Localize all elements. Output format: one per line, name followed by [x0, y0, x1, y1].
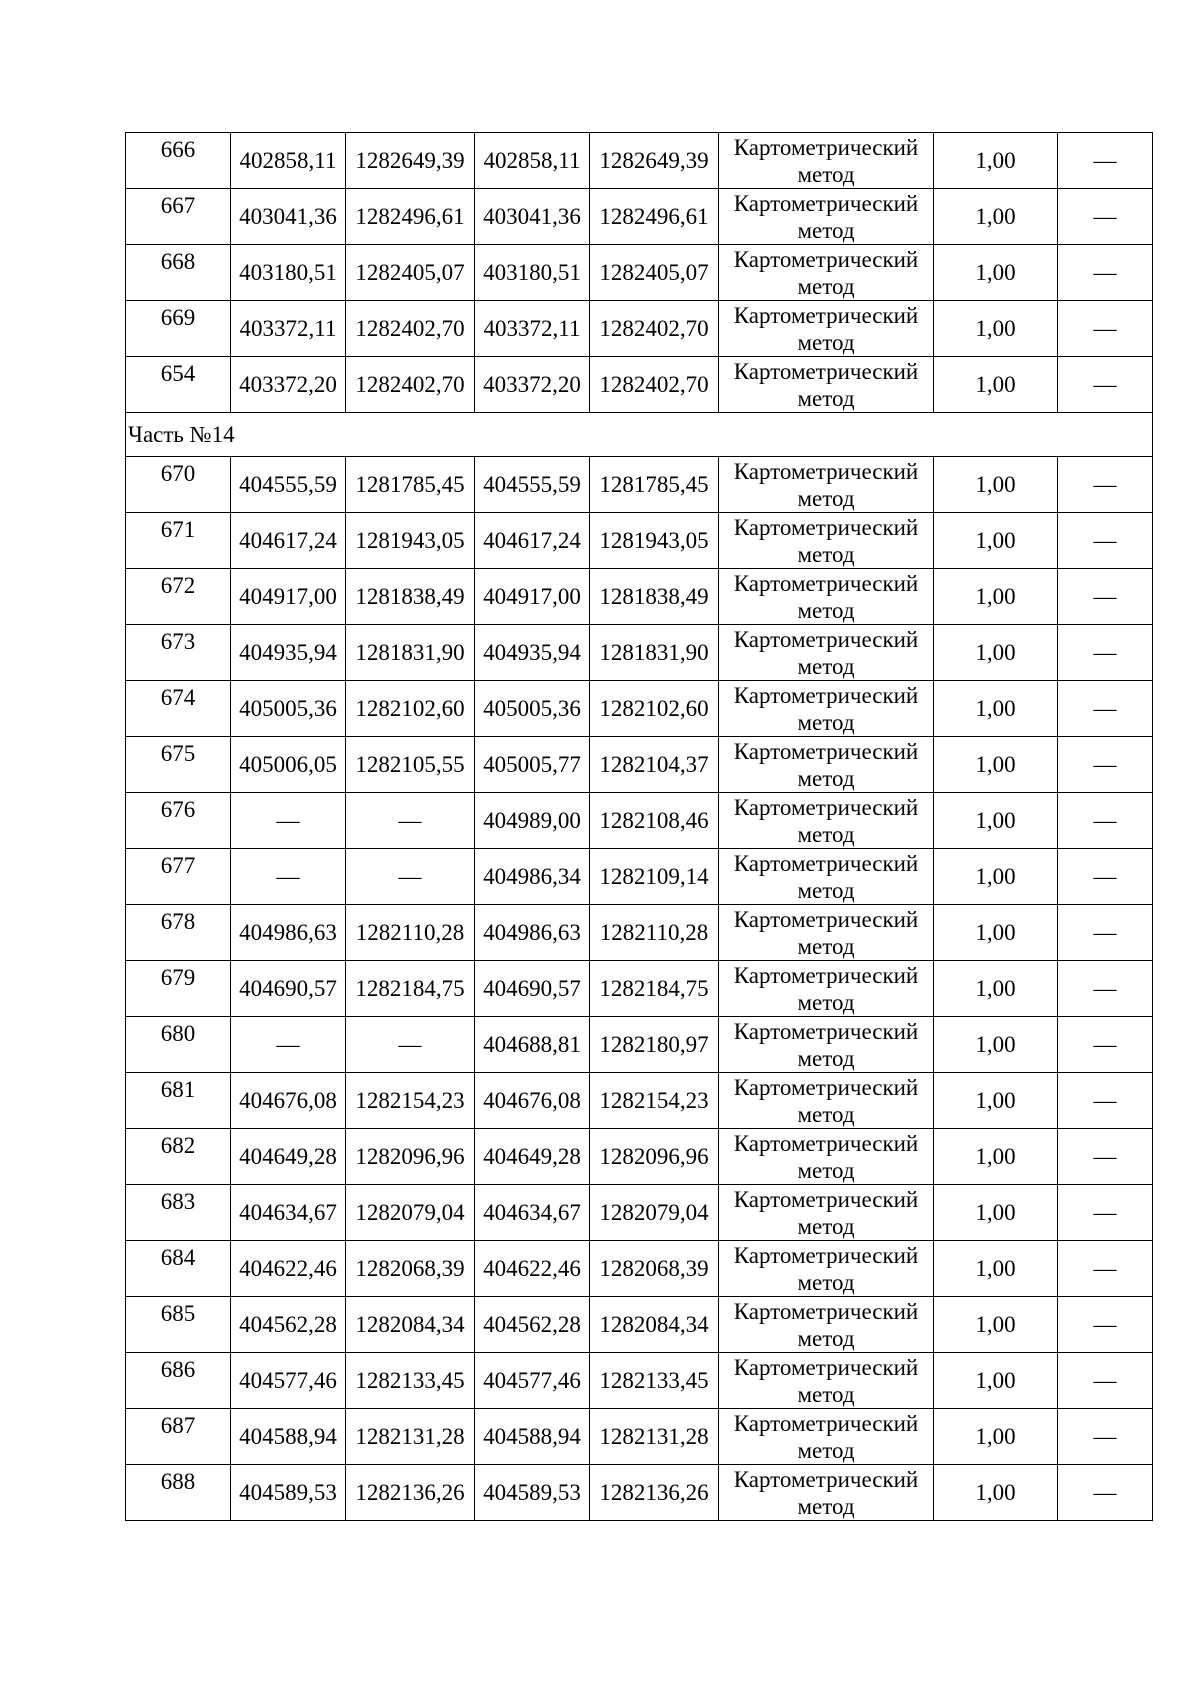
existing-x-cell: — [231, 793, 346, 849]
accuracy-cell: 1,00 [934, 1129, 1058, 1185]
table-row [126, 1017, 1153, 1073]
section-header-row [126, 413, 1153, 457]
method-cell: Картометрический метод [719, 1017, 934, 1073]
note-cell: — [1058, 1353, 1153, 1409]
accuracy-cell: 1,00 [934, 457, 1058, 513]
point-number-cell: 685 [126, 1297, 231, 1353]
table-row [126, 961, 1153, 1017]
accuracy-cell: 1,00 [934, 681, 1058, 737]
existing-y-cell: 1282402,70 [346, 357, 475, 413]
refined-y-cell: 1282110,28 [590, 905, 719, 961]
refined-y-cell: 1282108,46 [590, 793, 719, 849]
refined-y-cell: 1281785,45 [590, 457, 719, 513]
point-number-cell: 668 [126, 245, 231, 301]
method-cell: Картометрический метод [719, 569, 934, 625]
method-cell: Картометрический метод [719, 1353, 934, 1409]
refined-x-cell: 404917,00 [475, 569, 590, 625]
note-cell: — [1058, 245, 1153, 301]
refined-y-cell: 1282133,45 [590, 1353, 719, 1409]
existing-y-cell: 1282136,26 [346, 1465, 475, 1521]
point-number-cell: 682 [126, 1129, 231, 1185]
refined-x-cell: 404986,34 [475, 849, 590, 905]
existing-x-cell: 404555,59 [231, 457, 346, 513]
point-number-cell: 654 [126, 357, 231, 413]
accuracy-cell: 1,00 [934, 1185, 1058, 1241]
table-row [126, 1297, 1153, 1353]
existing-x-cell: 404634,67 [231, 1185, 346, 1241]
refined-y-cell: 1282084,34 [590, 1297, 719, 1353]
refined-y-cell: 1282131,28 [590, 1409, 719, 1465]
existing-y-cell: 1282110,28 [346, 905, 475, 961]
existing-x-cell: 405005,36 [231, 681, 346, 737]
existing-x-cell: 404986,63 [231, 905, 346, 961]
refined-x-cell: 404622,46 [475, 1241, 590, 1297]
refined-y-cell: 1282136,26 [590, 1465, 719, 1521]
table-row [126, 737, 1153, 793]
table-row [126, 357, 1153, 413]
accuracy-cell: 1,00 [934, 513, 1058, 569]
method-cell: Картометрический метод [719, 1073, 934, 1129]
existing-y-cell: 1282068,39 [346, 1241, 475, 1297]
table-row [126, 513, 1153, 569]
refined-y-cell: 1282405,07 [590, 245, 719, 301]
refined-x-cell: 404588,94 [475, 1409, 590, 1465]
existing-x-cell: 404935,94 [231, 625, 346, 681]
note-cell: — [1058, 1465, 1153, 1521]
refined-x-cell: 404935,94 [475, 625, 590, 681]
accuracy-cell: 1,00 [934, 1297, 1058, 1353]
table-row [126, 301, 1153, 357]
accuracy-cell: 1,00 [934, 737, 1058, 793]
refined-x-cell: 404555,59 [475, 457, 590, 513]
method-cell: Картометрический метод [719, 737, 934, 793]
table-row [126, 1465, 1153, 1521]
refined-y-cell: 1282079,04 [590, 1185, 719, 1241]
table-row [126, 1185, 1153, 1241]
note-cell: — [1058, 569, 1153, 625]
refined-x-cell: 404634,67 [475, 1185, 590, 1241]
method-cell: Картометрический метод [719, 1129, 934, 1185]
accuracy-cell: 1,00 [934, 1353, 1058, 1409]
method-cell: Картометрический метод [719, 245, 934, 301]
note-cell: — [1058, 737, 1153, 793]
refined-x-cell: 405005,77 [475, 737, 590, 793]
refined-x-cell: 404562,28 [475, 1297, 590, 1353]
method-cell: Картометрический метод [719, 513, 934, 569]
existing-x-cell: 403372,11 [231, 301, 346, 357]
refined-x-cell: 403372,20 [475, 357, 590, 413]
refined-x-cell: 402858,11 [475, 133, 590, 189]
table-row [126, 1129, 1153, 1185]
existing-y-cell: 1282105,55 [346, 737, 475, 793]
note-cell: — [1058, 849, 1153, 905]
method-cell: Картометрический метод [719, 1185, 934, 1241]
method-cell: Картометрический метод [719, 1409, 934, 1465]
existing-y-cell: 1282096,96 [346, 1129, 475, 1185]
refined-y-cell: 1282068,39 [590, 1241, 719, 1297]
existing-x-cell: — [231, 849, 346, 905]
existing-y-cell: 1282131,28 [346, 1409, 475, 1465]
method-cell: Картометрический метод [719, 849, 934, 905]
note-cell: — [1058, 625, 1153, 681]
accuracy-cell: 1,00 [934, 133, 1058, 189]
existing-x-cell: 402858,11 [231, 133, 346, 189]
table-row [126, 793, 1153, 849]
method-cell: Картометрический метод [719, 1241, 934, 1297]
accuracy-cell: 1,00 [934, 245, 1058, 301]
refined-y-cell: 1282649,39 [590, 133, 719, 189]
point-number-cell: 676 [126, 793, 231, 849]
table-row [126, 1353, 1153, 1409]
method-cell: Картометрический метод [719, 905, 934, 961]
existing-y-cell: 1282184,75 [346, 961, 475, 1017]
refined-x-cell: 404676,08 [475, 1073, 590, 1129]
existing-y-cell: 1282649,39 [346, 133, 475, 189]
accuracy-cell: 1,00 [934, 1465, 1058, 1521]
refined-y-cell: 1282104,37 [590, 737, 719, 793]
point-number-cell: 684 [126, 1241, 231, 1297]
existing-x-cell: 404577,46 [231, 1353, 346, 1409]
refined-y-cell: 1282180,97 [590, 1017, 719, 1073]
note-cell: — [1058, 1017, 1153, 1073]
existing-x-cell: 404622,46 [231, 1241, 346, 1297]
method-cell: Картометрический метод [719, 1297, 934, 1353]
refined-x-cell: 404589,53 [475, 1465, 590, 1521]
accuracy-cell: 1,00 [934, 625, 1058, 681]
existing-y-cell: 1282133,45 [346, 1353, 475, 1409]
coordinates-table [125, 132, 1153, 1521]
existing-y-cell: — [346, 1017, 475, 1073]
refined-x-cell: 404617,24 [475, 513, 590, 569]
existing-x-cell: 404589,53 [231, 1465, 346, 1521]
table-row [126, 1073, 1153, 1129]
point-number-cell: 683 [126, 1185, 231, 1241]
table-row [126, 1409, 1153, 1465]
table-row [126, 905, 1153, 961]
refined-x-cell: 404649,28 [475, 1129, 590, 1185]
table-row [126, 625, 1153, 681]
note-cell: — [1058, 681, 1153, 737]
refined-x-cell: 404989,00 [475, 793, 590, 849]
point-number-cell: 671 [126, 513, 231, 569]
refined-y-cell: 1282496,61 [590, 189, 719, 245]
accuracy-cell: 1,00 [934, 301, 1058, 357]
note-cell: — [1058, 457, 1153, 513]
table-row [126, 849, 1153, 905]
existing-x-cell: 404562,28 [231, 1297, 346, 1353]
point-number-cell: 677 [126, 849, 231, 905]
existing-x-cell: 404617,24 [231, 513, 346, 569]
method-cell: Картометрический метод [719, 133, 934, 189]
existing-y-cell: 1281943,05 [346, 513, 475, 569]
method-cell: Картометрический метод [719, 793, 934, 849]
method-cell: Картометрический метод [719, 625, 934, 681]
refined-y-cell: 1282402,70 [590, 357, 719, 413]
accuracy-cell: 1,00 [934, 189, 1058, 245]
note-cell: — [1058, 1409, 1153, 1465]
existing-y-cell: 1282084,34 [346, 1297, 475, 1353]
refined-y-cell: 1281838,49 [590, 569, 719, 625]
point-number-cell: 666 [126, 133, 231, 189]
method-cell: Картометрический метод [719, 357, 934, 413]
existing-x-cell: 403180,51 [231, 245, 346, 301]
refined-y-cell: 1282154,23 [590, 1073, 719, 1129]
point-number-cell: 670 [126, 457, 231, 513]
point-number-cell: 686 [126, 1353, 231, 1409]
table-row [126, 681, 1153, 737]
point-number-cell: 687 [126, 1409, 231, 1465]
accuracy-cell: 1,00 [934, 905, 1058, 961]
table-row [126, 457, 1153, 513]
refined-x-cell: 404577,46 [475, 1353, 590, 1409]
point-number-cell: 679 [126, 961, 231, 1017]
existing-y-cell: 1282154,23 [346, 1073, 475, 1129]
method-cell: Картометрический метод [719, 961, 934, 1017]
accuracy-cell: 1,00 [934, 357, 1058, 413]
existing-x-cell: 403372,20 [231, 357, 346, 413]
note-cell: — [1058, 1297, 1153, 1353]
existing-x-cell: — [231, 1017, 346, 1073]
note-cell: — [1058, 189, 1153, 245]
method-cell: Картометрический метод [719, 189, 934, 245]
point-number-cell: 674 [126, 681, 231, 737]
point-number-cell: 672 [126, 569, 231, 625]
note-cell: — [1058, 301, 1153, 357]
refined-y-cell: 1281831,90 [590, 625, 719, 681]
point-number-cell: 667 [126, 189, 231, 245]
existing-y-cell: 1282402,70 [346, 301, 475, 357]
point-number-cell: 680 [126, 1017, 231, 1073]
refined-x-cell: 403372,11 [475, 301, 590, 357]
existing-x-cell: 404917,00 [231, 569, 346, 625]
table-body [126, 133, 1153, 1521]
note-cell: — [1058, 513, 1153, 569]
point-number-cell: 675 [126, 737, 231, 793]
existing-x-cell: 404690,57 [231, 961, 346, 1017]
existing-x-cell: 405006,05 [231, 737, 346, 793]
point-number-cell: 678 [126, 905, 231, 961]
method-cell: Картометрический метод [719, 1465, 934, 1521]
note-cell: — [1058, 961, 1153, 1017]
refined-y-cell: 1282184,75 [590, 961, 719, 1017]
method-cell: Картометрический метод [719, 681, 934, 737]
existing-y-cell: 1282496,61 [346, 189, 475, 245]
note-cell: — [1058, 1241, 1153, 1297]
accuracy-cell: 1,00 [934, 849, 1058, 905]
point-number-cell: 681 [126, 1073, 231, 1129]
existing-y-cell: 1281785,45 [346, 457, 475, 513]
existing-y-cell: 1281838,49 [346, 569, 475, 625]
table-row [126, 569, 1153, 625]
refined-y-cell: 1282402,70 [590, 301, 719, 357]
note-cell: — [1058, 133, 1153, 189]
accuracy-cell: 1,00 [934, 1409, 1058, 1465]
refined-x-cell: 404986,63 [475, 905, 590, 961]
note-cell: — [1058, 793, 1153, 849]
table-row [126, 133, 1153, 189]
refined-x-cell: 405005,36 [475, 681, 590, 737]
existing-y-cell: — [346, 849, 475, 905]
accuracy-cell: 1,00 [934, 569, 1058, 625]
section-label: Часть №14 [126, 413, 1153, 457]
accuracy-cell: 1,00 [934, 1241, 1058, 1297]
existing-x-cell: 404588,94 [231, 1409, 346, 1465]
existing-y-cell: 1282079,04 [346, 1185, 475, 1241]
refined-x-cell: 404690,57 [475, 961, 590, 1017]
existing-y-cell: 1282405,07 [346, 245, 475, 301]
accuracy-cell: 1,00 [934, 793, 1058, 849]
refined-x-cell: 404688,81 [475, 1017, 590, 1073]
refined-y-cell: 1282102,60 [590, 681, 719, 737]
existing-x-cell: 404649,28 [231, 1129, 346, 1185]
refined-y-cell: 1282096,96 [590, 1129, 719, 1185]
table-row [126, 189, 1153, 245]
note-cell: — [1058, 1129, 1153, 1185]
accuracy-cell: 1,00 [934, 1017, 1058, 1073]
point-number-cell: 673 [126, 625, 231, 681]
accuracy-cell: 1,00 [934, 961, 1058, 1017]
existing-y-cell: — [346, 793, 475, 849]
note-cell: — [1058, 357, 1153, 413]
method-cell: Картометрический метод [719, 301, 934, 357]
note-cell: — [1058, 1185, 1153, 1241]
method-cell: Картометрический метод [719, 457, 934, 513]
note-cell: — [1058, 1073, 1153, 1129]
table-row [126, 1241, 1153, 1297]
refined-y-cell: 1282109,14 [590, 849, 719, 905]
existing-x-cell: 404676,08 [231, 1073, 346, 1129]
note-cell: — [1058, 905, 1153, 961]
refined-y-cell: 1281943,05 [590, 513, 719, 569]
refined-x-cell: 403041,36 [475, 189, 590, 245]
refined-x-cell: 403180,51 [475, 245, 590, 301]
existing-y-cell: 1282102,60 [346, 681, 475, 737]
point-number-cell: 688 [126, 1465, 231, 1521]
table-row [126, 245, 1153, 301]
point-number-cell: 669 [126, 301, 231, 357]
existing-y-cell: 1281831,90 [346, 625, 475, 681]
accuracy-cell: 1,00 [934, 1073, 1058, 1129]
existing-x-cell: 403041,36 [231, 189, 346, 245]
